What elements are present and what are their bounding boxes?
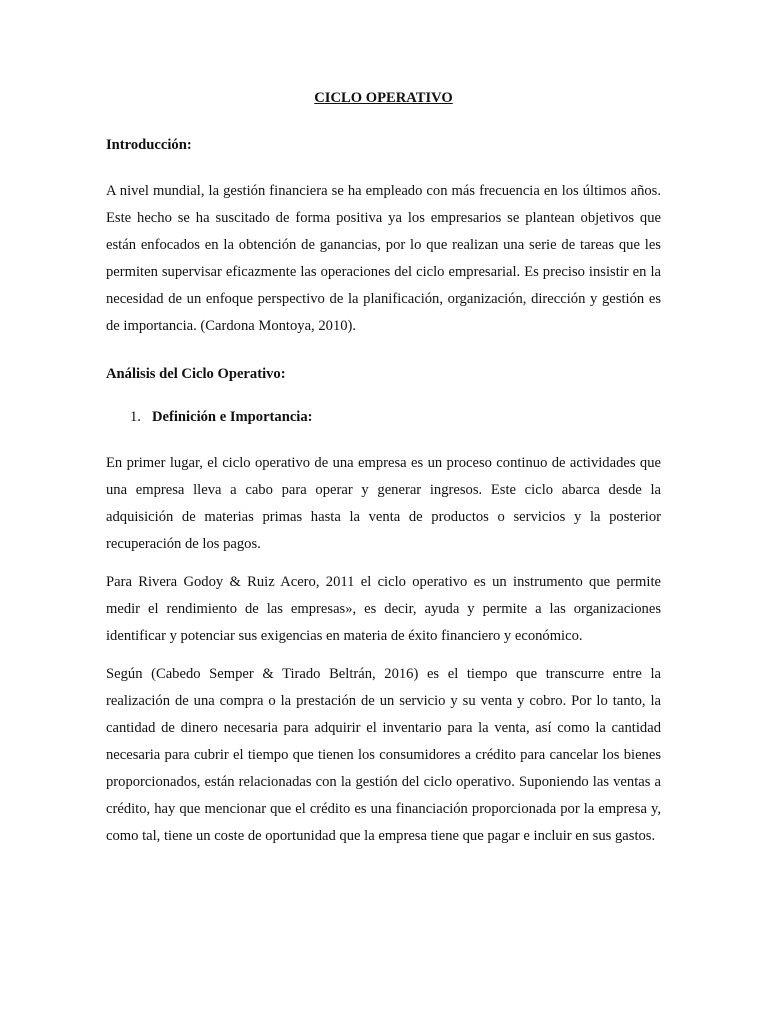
analysis-heading: Análisis del Ciclo Operativo: — [106, 366, 286, 382]
cabedo-semper-paragraph: Según (Cabedo Semper & Tirado Beltrán, 2016) es el tiempo que transcurre entre la realización de una compra o la prestación de un servicio y su venta y cobro. Por lo tanto, la cantidad de dinero necesaria para adquirir el inventario para la venta, así como la cantidad necesaria para cubrir el tiempo que tienen los consumidores a crédito para cancelar los bienes proporcionados, están relacionadas con la gestión del ciclo operativo. Suponiendo las ventas a crédito, hay que mencionar que el crédito es una financiación proporcionada por la empresa y, como tal, tiene un coste de oportunidad que la empresa tiene que pagar e incluir en sus gastos. — [106, 666, 661, 844]
definition-paragraph: En primer lugar, el ciclo operativo de una empresa es un proceso continuo de actividades que una empresa lleva a cabo para operar y generar ingresos. Este ciclo abarca desde la adquisición de materias primas hasta la venta de productos o servicios y la posterior recuperación de los pagos. — [106, 455, 661, 552]
numbered-list-item — [106, 407, 661, 427]
list-item-label: Definición e Importancia: — [152, 409, 313, 425]
document-title: CICLO OPERATIVO — [314, 90, 453, 106]
intro-paragraph: A nivel mundial, la gestión financiera se ha empleado con más frecuencia en los últimos años. Este hecho se ha suscitado de forma positiva ya los empresarios se plantean objetivos que están enfocados en la obtención de ganancias, por lo que realizan una serie de tareas que les permiten supervisar eficazmente las operaciones del ciclo empresarial. Es preciso insistir en la necesidad de un enfoque perspectivo de la planificación, organización, dirección y gestión es de importancia. (Cardona Montoya, 2010). — [106, 183, 661, 334]
list-item-number: 1. — [130, 409, 141, 425]
intro-heading: Introducción: — [106, 137, 192, 153]
rivera-godoy-paragraph: Para Rivera Godoy & Ruiz Acero, 2011 el ciclo operativo es un instrumento que permite medir el rendimiento de las empresas», es decir, ayuda y permite a las organizaciones identificar y potenciar sus exigencias en materia de éxito financiero y económico. — [106, 574, 661, 644]
document-body — [106, 88, 661, 850]
